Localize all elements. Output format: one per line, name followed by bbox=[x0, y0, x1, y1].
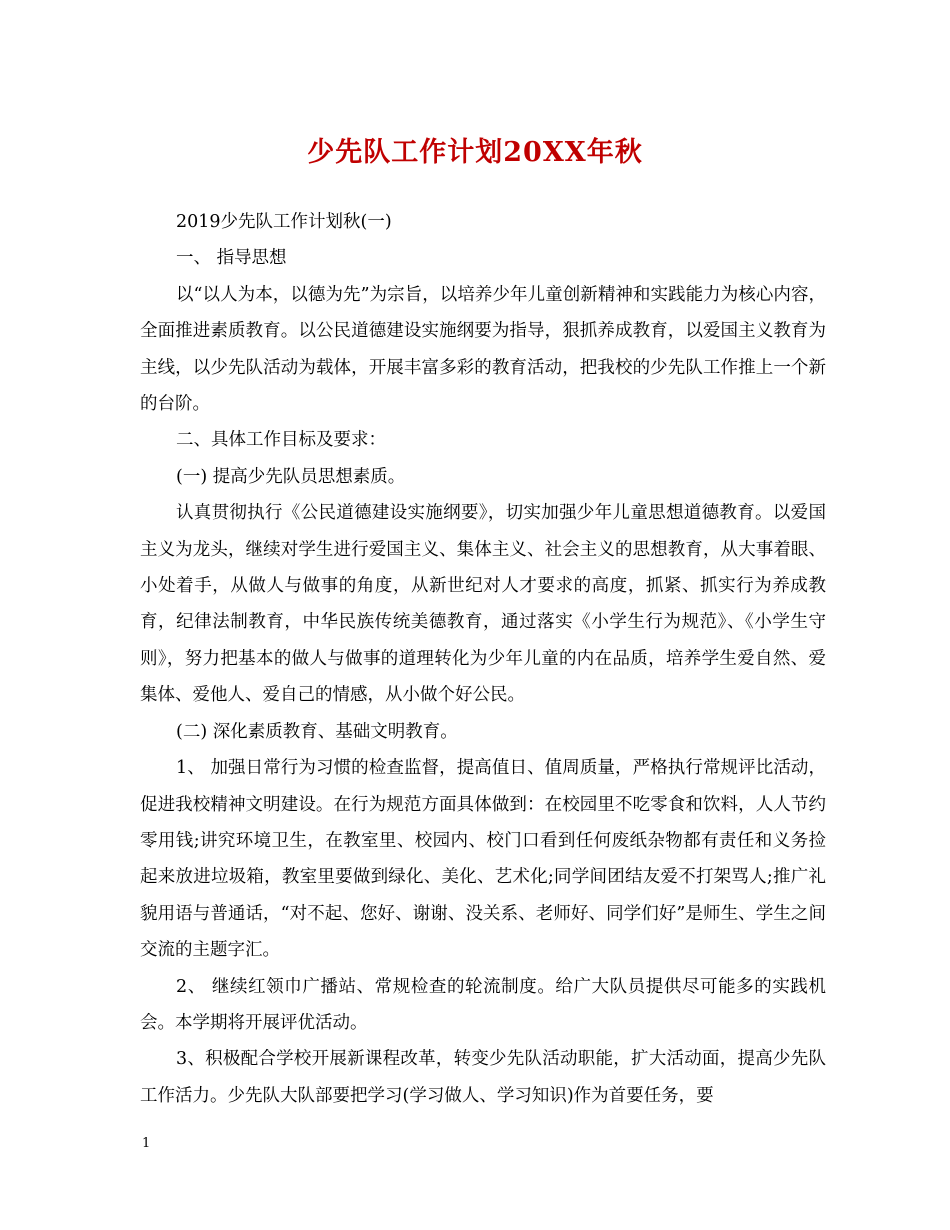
page-number: 1 bbox=[142, 1136, 151, 1151]
document-body bbox=[140, 204, 826, 1114]
subsection-heading-1: (一) 提高少先队员思想素质。 bbox=[176, 466, 406, 487]
body-paragraph: 2、 继续红领巾广播站、常规检查的轮流制度。给广大队员提供尽可能多的实践机会。本学期将开展评优活动。 bbox=[140, 976, 826, 1033]
section-heading-guiding-ideology: 一、 指导思想 bbox=[176, 248, 287, 269]
body-paragraph: 3、积极配合学校开展新课程改革，转变少先队活动职能，扩大活动面，提高少先队工作活力。少先队大队部要把学习(学习做人、学习知识)作为首要任务，要 bbox=[140, 1049, 826, 1106]
body-paragraph: 以“以人为本，以德为先”为宗旨，以培养少年儿童创新精神和实践能力为核心内容，全面推进素质教育。以公民道德建设实施纲要为指导，狠抓养成教育，以爱国主义教育为主线，以少先队活动为载体，开展丰富多彩的教育活动，把我校的少先队工作推上一个新的台阶。 bbox=[140, 284, 826, 415]
subsection-heading-2: (二) 深化素质教育、基础文明教育。 bbox=[176, 721, 458, 742]
section-heading-goals: 二、具体工作目标及要求： bbox=[176, 430, 386, 451]
subtitle-paragraph: 2019少先队工作计划秋(一) bbox=[176, 212, 392, 232]
document-title: 少先队工作计划20XX年秋 bbox=[307, 137, 643, 168]
body-paragraph: 认真贯彻执行《公民道德建设实施纲要》，切实加强少年儿童思想道德教育。以爱国主义为龙头，继续对学生进行爱国主义、集体主义、社会主义的思想教育，从大事着眼、小处着手，从做人与做事的角度，从新世纪对人才要求的高度，抓紧、抓实行为养成教育，纪律法制教育，中华民族传统美德教育，通过落实《小学生行为规范》、《小学生守则》，努力把基本的做人与做事的道理转化为少年儿童的内在品质，培养学生爱自然、爱集体、爱他人、爱自己的情感，从小做个好公民。 bbox=[140, 503, 826, 706]
body-paragraph: 1、 加强日常行为习惯的检查监督，提高值日、值周质量，严格执行常规评比活动，促进我校精神文明建设。在行为规范方面具体做到：在校园里不吃零食和饮料，人人节约零用钱;讲究环境卫生，在教室里、校园内、校门口看到任何废纸杂物都有责任和义务捡起来放进垃圾箱，教室里要做到绿化、美化、艺术化;同学间团结友爱不打架骂人;推广礼貌用语与普通话，“对不起、您好、谢谢、没关系、老师好、同学们好”是师生、学生之间交流的主题字汇。 bbox=[140, 758, 826, 961]
